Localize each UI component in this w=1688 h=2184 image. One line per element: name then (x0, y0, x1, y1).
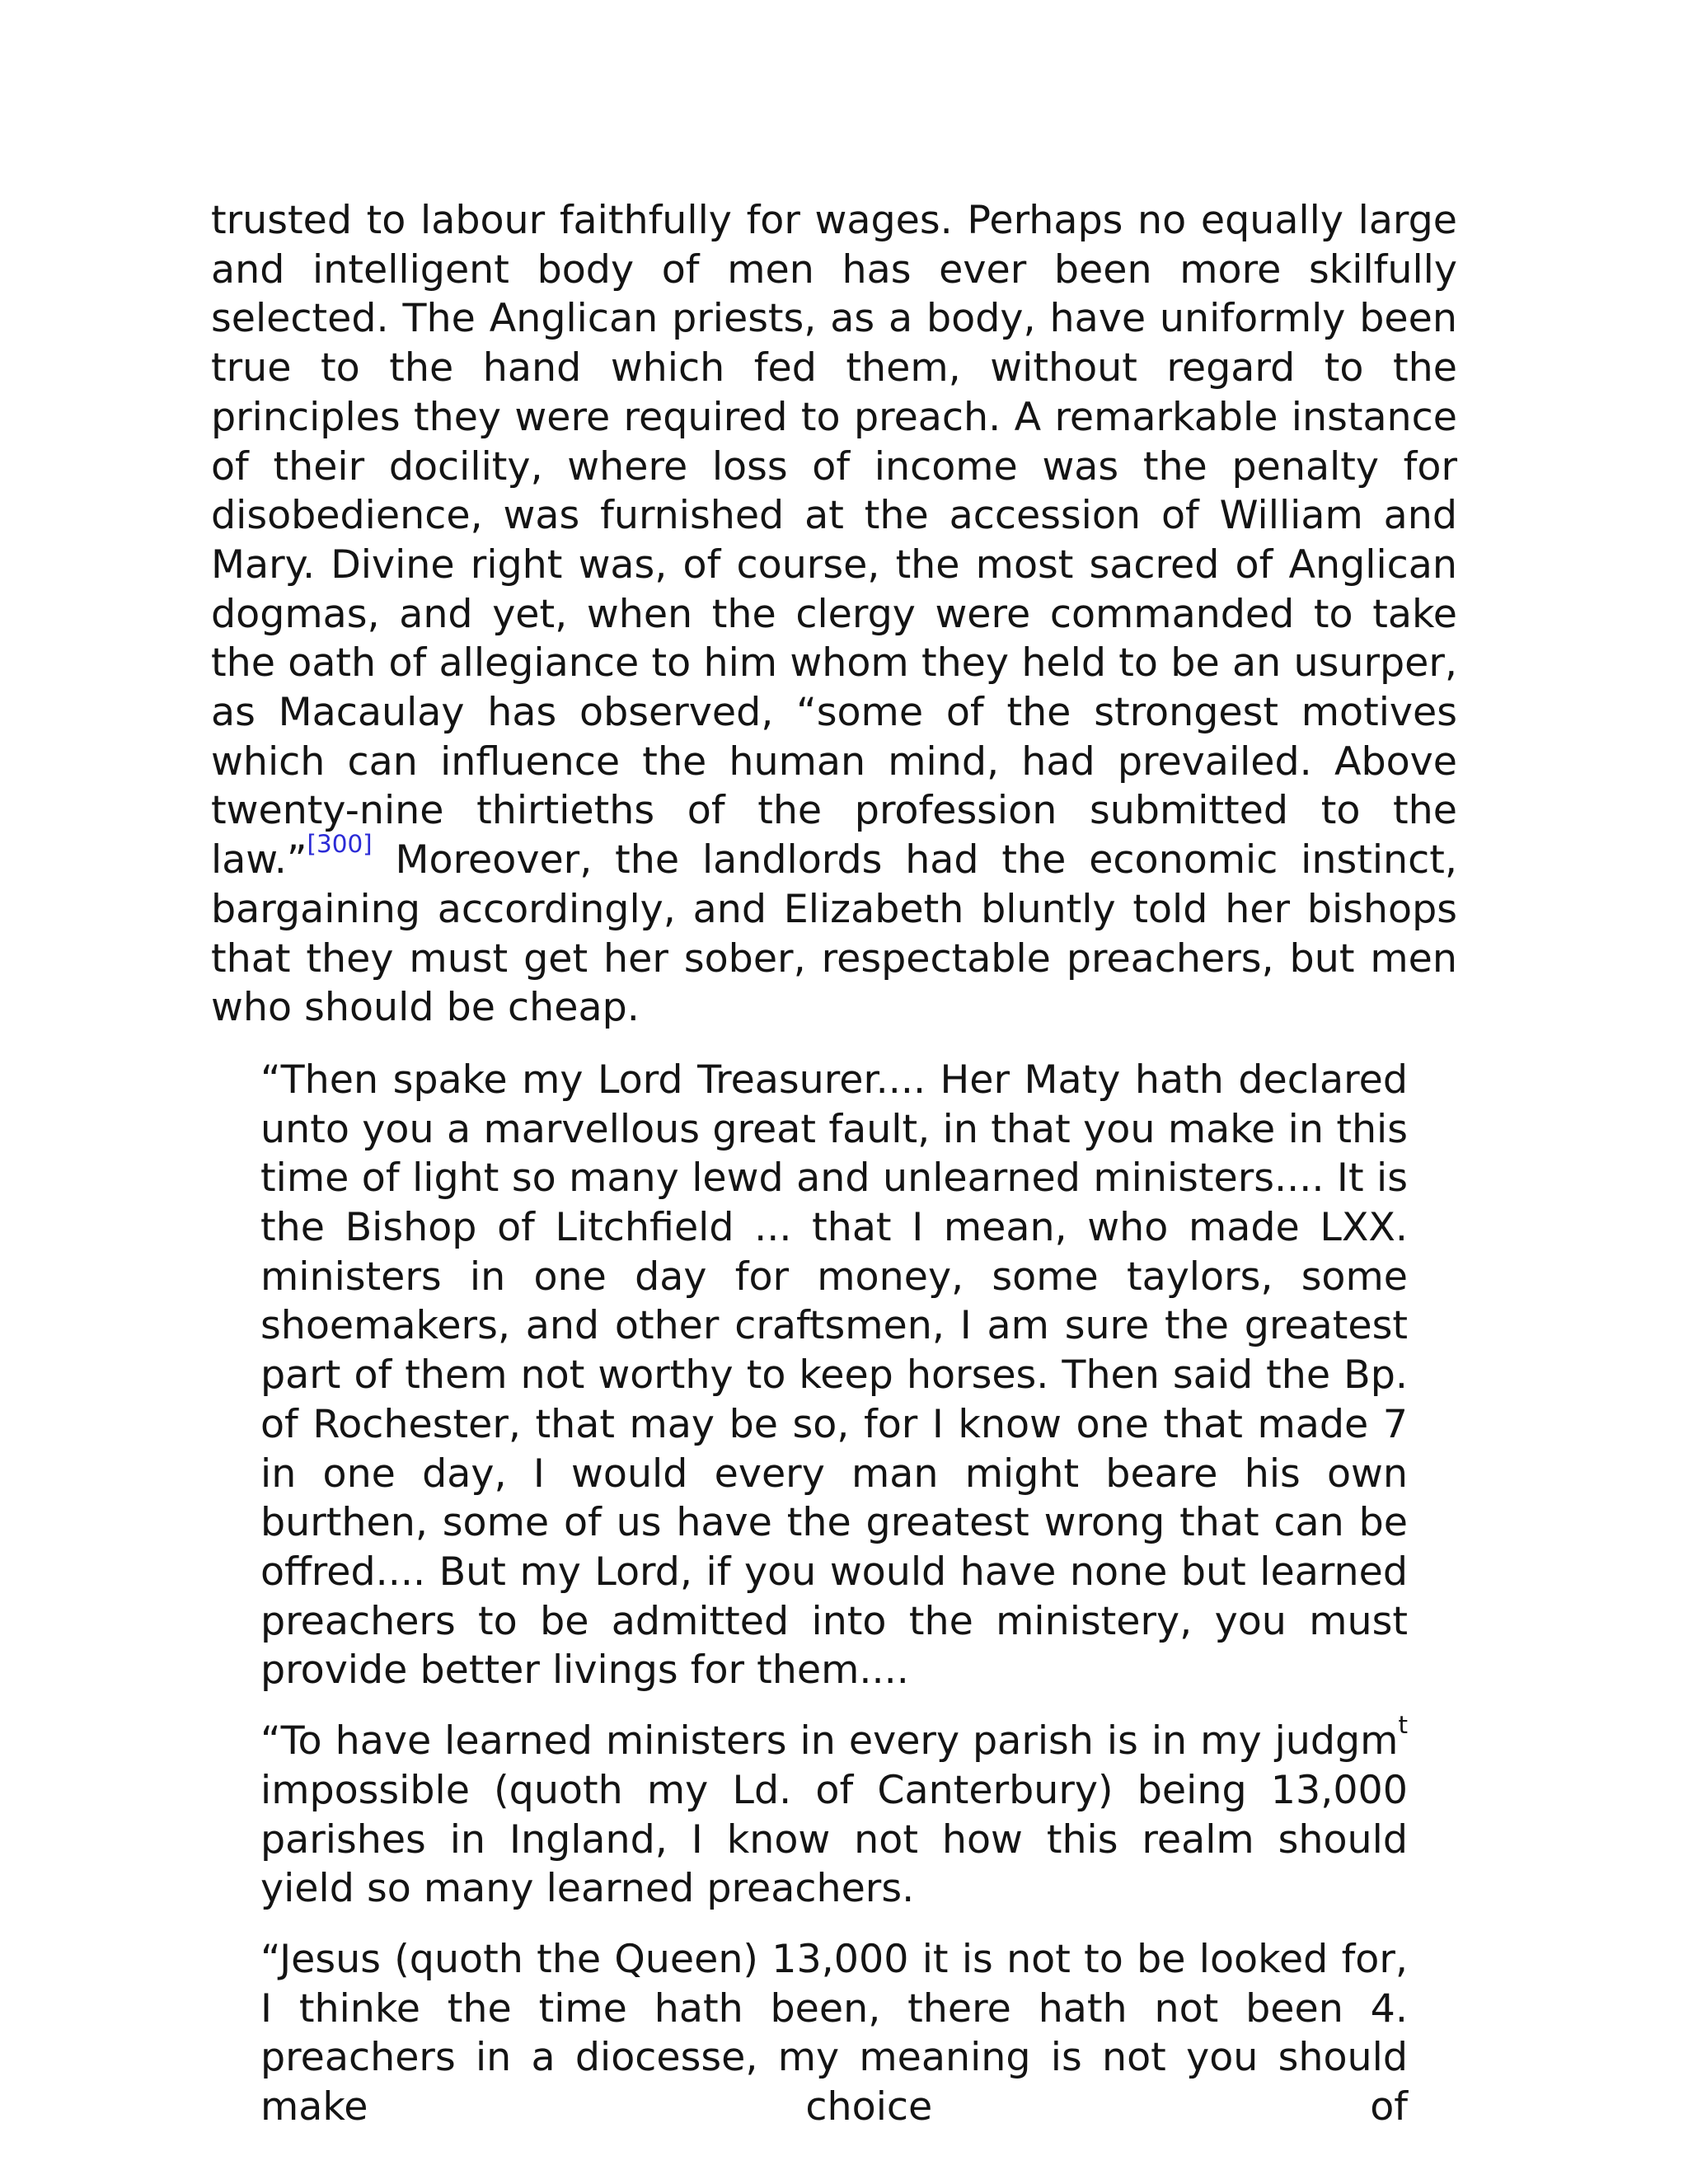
body-paragraph-text: trusted to labour faithfully for wages. Perhaps no equally large and intelligent body of men has ever been more skilfully selected. The Anglican priests, as a body, have uniformly been true to the hand which fed them, without regard to the principles they were required to preach. A remarkable instance of their docility, where loss of income was the penalty for disobedience, was furnished at the accession of William and Mary. Divine right was, of course, the most sacred of Anglican dogmas, and yet, when the clergy were commanded to take the oath of allegiance to him whom they held to be an usurper, as Macaulay has observed, “some of the strongest motives which can influence the human mind, had prevailed. Above twenty-nine thirtieths of the profession submitted to the law.” (211, 198, 1457, 883)
block-quote (260, 1056, 1408, 2132)
body-paragraph (211, 196, 1457, 1033)
page-content (211, 196, 1457, 2154)
footnote-link-300[interactable]: [300] (307, 830, 373, 859)
quote-paragraph-2-text: “To have learned ministers in every parish is in my judgm (260, 1718, 1399, 1765)
quote-paragraph-1: “Then spake my Lord Treasurer.... Her Maty hath declared unto you a marvellous great fault, in that you make in this time of light so many lewd and unlearned ministers.... It is the Bishop of Litchfield ... that I mean, who made LXX. ministers in one day for money, some taylors, some shoemakers, and other craftsmen, I am sure the greatest part of them not worthy to keep horses. Then said the Bp. of Rochester, that may be so, for I know one that made 7 in one day, I would every man might beare his own burthen, some of us have the greatest wrong that can be offred.... But my Lord, if you would have none but learned preachers to be admitted into the ministery, you must provide better livings for them.... (260, 1057, 1408, 1694)
body-paragraph-continuation: Moreover, the landlords had the economic instinct, bargaining accordingly, and Elizabeth bluntly told her bishops that they must get her sober, respectable preachers, but men who should be cheap. (211, 837, 1457, 1031)
quote-paragraph-3: “Jesus (quoth the Queen) 13,000 it is not to be looked for, I thinke the time hath been, there hath not been 4. preachers in a diocesse, my meaning is not you should make choice of (260, 1936, 1408, 2130)
quote-paragraph-2-continuation: impossible (quoth my Ld. of Canterbury) being 13,000 parishes in Ingland, I know not how this realm should yield so many learned preachers. (260, 1767, 1408, 1912)
quote-paragraph-2 (260, 1711, 1408, 1914)
superscript-abbreviation: t (1398, 1711, 1408, 1740)
